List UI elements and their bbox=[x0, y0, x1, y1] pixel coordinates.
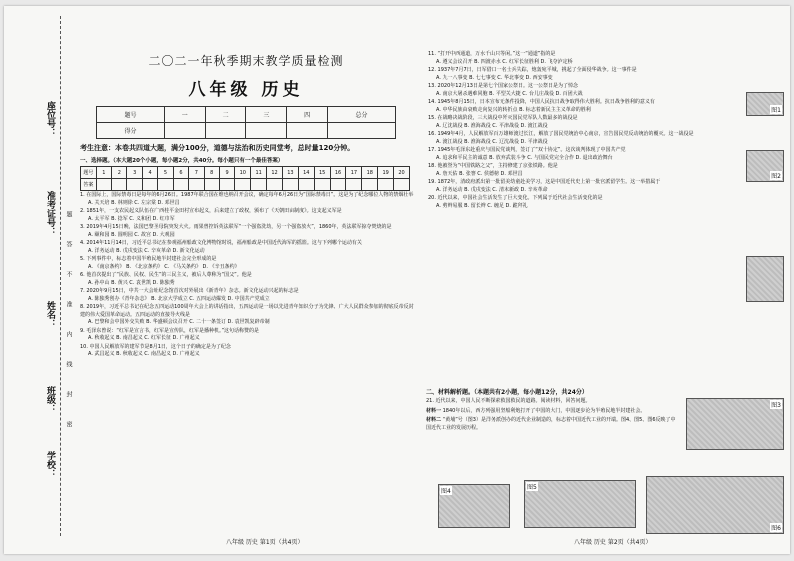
question-21: 21. 近代以来，中国人民不断探索救国救民的道路。阅读材料，回答问题。 bbox=[426, 398, 591, 404]
seal-mark: 答 bbox=[65, 241, 72, 247]
figure-image bbox=[746, 256, 784, 302]
score-cell: 题号 bbox=[97, 107, 165, 123]
subject-title: 八年级 历史 bbox=[188, 80, 304, 100]
question-options: A. 中华民族由衰败走向复兴的转折点 B. 标志着新民主主义革命的胜利 bbox=[436, 106, 591, 113]
question-options: A. 《南京条约》 B. 《北京条约》 C. 《马关条约》 D. 《辛丑条约》 bbox=[88, 263, 240, 270]
question-item: 2. 1851年，一支农民起义队伍在广西桂平金田村宣布起义，后来建立了政权，颁布了《天朝田亩制度》。这支起义军是 bbox=[80, 208, 342, 214]
figure-image bbox=[646, 476, 784, 534]
answer-header-cell: 16 bbox=[330, 167, 346, 179]
answer-header-cell: 2 bbox=[112, 167, 127, 179]
question-item: 14. 1945年8月15日，日本宣布无条件投降，中国人民抗日战争取得伟大胜利。抗日战争胜利的意义有 bbox=[428, 99, 655, 105]
answer-cell[interactable] bbox=[346, 179, 362, 191]
score-cell[interactable] bbox=[328, 123, 396, 139]
answer-label: 答案 bbox=[81, 179, 97, 191]
question-item: 1. 在国际上，国际禁毒日是每年的6月26日。1987年联合国在维也纳召开会议，确定每年6月26日为“国际禁毒日”。这是为了纪念哪位人物的禁烟壮举 bbox=[80, 192, 414, 198]
question-options: A. 南京大屠杀遇难同胞 B. 平型关大捷 C. 台儿庄战役 D. 百团大战 bbox=[436, 90, 583, 97]
page-footer: 八年级 历史 第1页（共4页） bbox=[226, 539, 304, 546]
answer-cell[interactable] bbox=[314, 179, 330, 191]
answer-header-cell: 12 bbox=[267, 167, 283, 179]
question-item: 8. 2019年，习近平总书记在纪念五四运动100周年大会上的讲话指出，五四运动是一场以先进青年知识分子为先锋、广大人民群众参加的彻底反帝反封建的伟大爱国革命运动。五四运动的直接导火线是 bbox=[80, 304, 414, 318]
answer-cell[interactable] bbox=[204, 179, 219, 191]
seal-mark: 封 bbox=[65, 391, 72, 397]
answer-header-cell: 10 bbox=[235, 167, 251, 179]
question-item: 15. 在战略决战阶段，三大战役中歼灭国民党军队人数最多的战役是 bbox=[428, 115, 578, 121]
score-cell[interactable] bbox=[164, 123, 205, 139]
score-cell[interactable] bbox=[205, 123, 246, 139]
exam-sheet bbox=[4, 6, 790, 554]
seal-mark: 线 bbox=[65, 361, 72, 367]
figure-label: 图6 bbox=[771, 525, 781, 532]
score-cell: 四 bbox=[287, 107, 328, 123]
answer-header-cell: 3 bbox=[127, 167, 142, 179]
figure-label: 图2 bbox=[771, 173, 781, 180]
question-item: 13. 2020年12月13日是第七个国家公祭日。这一公祭日是为了悼念 bbox=[428, 83, 578, 89]
question-options: A. 洋务运动 B. 戊戌变法 C. 辛亥革命 D. 新文化运动 bbox=[88, 247, 205, 254]
figure-label: 图1 bbox=[771, 107, 781, 114]
answer-header-cell: 4 bbox=[142, 167, 157, 179]
answer-header-cell: 题号 bbox=[81, 167, 97, 179]
figure-image bbox=[524, 480, 636, 528]
seal-mark: 准 bbox=[65, 301, 72, 307]
answer-table bbox=[80, 166, 410, 191]
question-item: 17. 1945年毛泽东赴重庆与国民党谈判，签订了“双十协定”。这次谈判体现了中国共产党 bbox=[428, 147, 626, 153]
answer-cell[interactable] bbox=[142, 179, 157, 191]
section-1-title: 一、选择题。（本大题20个小题，每小题2分，共40分。每小题只有一个最佳答案） bbox=[80, 158, 284, 164]
score-cell: 三 bbox=[246, 107, 287, 123]
figure-image bbox=[686, 398, 784, 450]
question-options: A. 颐和园 B. 圆明园 C. 故宫 D. 大观园 bbox=[88, 231, 175, 238]
question-options: A. 遵义会议召开 B. 四渡赤水 C. 红军长征胜利 D. 飞夺泸定桥 bbox=[436, 58, 573, 65]
class-label: 班级： bbox=[45, 386, 55, 413]
figure-label: 图5 bbox=[527, 484, 537, 491]
seal-mark: 题 bbox=[65, 211, 72, 217]
question-options: A. 詹天佑 B. 张謇 C. 侯德榜 D. 邓世昌 bbox=[436, 170, 523, 177]
answer-cell[interactable] bbox=[96, 179, 111, 191]
answer-cell[interactable] bbox=[267, 179, 283, 191]
question-item: 18. 他被誉为“中国铁路之父”，主持修建了京张铁路。他是 bbox=[428, 163, 558, 169]
answer-header-cell: 19 bbox=[378, 167, 394, 179]
question-options: A. 辽沈战役 B. 淮海战役 C. 平津战役 D. 渡江战役 bbox=[436, 122, 548, 129]
figure-label: 图3 bbox=[771, 402, 781, 409]
score-cell: 二 bbox=[205, 107, 246, 123]
score-cell: 总分 bbox=[328, 107, 396, 123]
answer-cell[interactable] bbox=[219, 179, 234, 191]
answer-cell[interactable] bbox=[189, 179, 204, 191]
answer-header-cell: 7 bbox=[189, 167, 204, 179]
question-item: 19. 1872年，清政府派出第一批留美幼童赴美学习，这是中国近代史上第一批官派留学生。这一举措属于 bbox=[428, 179, 661, 185]
answer-header-cell: 20 bbox=[394, 167, 410, 179]
answer-header-cell: 11 bbox=[251, 167, 267, 179]
answer-header-cell: 18 bbox=[362, 167, 378, 179]
page-2 bbox=[424, 6, 786, 554]
answer-cell[interactable] bbox=[173, 179, 188, 191]
answer-cell[interactable] bbox=[394, 179, 410, 191]
question-options: A. 陈独秀创办《青年杂志》 B. 北京大学成立 C. 五四运动爆发 D. 中国共产党成立 bbox=[88, 295, 270, 302]
section-2-title: 二、材料解析题。（本题共有2小题，每小题12分，共24分） bbox=[426, 389, 588, 396]
question-item: 4. 2014年11月14日，习近平总书记在参观福州船政文化博物馆时说，福州船政是中国近代海军的摇篮。这与下列哪个运动有关 bbox=[80, 240, 362, 246]
exam-notice: 考生注意：本卷共四道大题，满分100分，道德与法治和历史同堂考，总时量120分钟。 bbox=[80, 144, 355, 152]
question-item: 9. 毛泽东曾说：“红军是宣言书，红军是宣传队，红军是播种机。”这句话称赞的是 bbox=[80, 327, 260, 334]
figure-image bbox=[746, 150, 784, 182]
seat-label: 座位号： bbox=[45, 101, 55, 137]
question-options: A. 孙中山 B. 黄兴 C. 袁世凯 D. 陈独秀 bbox=[88, 279, 175, 286]
answer-header-cell: 8 bbox=[204, 167, 219, 179]
answer-header-cell: 17 bbox=[346, 167, 362, 179]
answer-header-cell: 5 bbox=[158, 167, 173, 179]
seal-mark: 内 bbox=[65, 331, 72, 337]
question-options: A. 剪辫易服 B. 留长辫 C. 缠足 D. 跪拜礼 bbox=[436, 202, 528, 209]
page-1 bbox=[76, 6, 416, 554]
answer-header-cell: 1 bbox=[96, 167, 111, 179]
answer-cell[interactable] bbox=[251, 179, 267, 191]
answer-cell[interactable] bbox=[235, 179, 251, 191]
answer-cell[interactable] bbox=[362, 179, 378, 191]
figure-image bbox=[438, 484, 510, 528]
question-item: 3. 2019年4月15日晚，法国巴黎圣母院突发大火。雨果曾控诉英法联军“一个强盗洗劫，另一个强盗放火”，1860年，英法联军掠夺焚烧的是 bbox=[80, 224, 392, 230]
question-options: A. 秋收起义 B. 南昌起义 C. 红军长征 D. 广州起义 bbox=[88, 335, 200, 341]
seal-line bbox=[60, 16, 61, 536]
question-item: 12. 1937年7月7日，日军借口一名士兵失踪，炮轰宛平城，挑起了全面侵华战争。这一事件是 bbox=[428, 67, 637, 73]
answer-cell[interactable] bbox=[112, 179, 127, 191]
question-item: 7. 2020年9月15日，中共一大会址纪念馆首次对外展出《新青年》杂志。新文化运动兴起的标志是 bbox=[80, 288, 299, 294]
score-table bbox=[96, 106, 396, 139]
figure-image bbox=[746, 92, 784, 116]
question-item: 16. 1949年4月，人民解放军百万雄师渡过长江，解放了国民党统治中心南京，宣告国民党反动统治的覆灭。这一战役是 bbox=[428, 131, 694, 137]
figure-label: 图4 bbox=[441, 488, 451, 495]
question-options: A. 太平军 B. 捻军 C. 义和团 D. 红巾军 bbox=[88, 215, 175, 222]
seal-mark: 密 bbox=[65, 421, 72, 427]
score-cell[interactable] bbox=[246, 123, 287, 139]
question-item: 10. 中国人民解放军的建军节是8月1日，这个日子的确定是为了纪念 bbox=[80, 343, 231, 350]
material-1-label: 材料一 bbox=[426, 407, 442, 414]
question-options: A. 武昌起义 B. 秋收起义 C. 南昌起义 D. 广州起义 bbox=[88, 351, 200, 357]
answer-cell[interactable] bbox=[298, 179, 314, 191]
exam-title: 二〇二一年秋季期末教学质量检测 bbox=[148, 54, 344, 68]
answer-header-cell: 14 bbox=[298, 167, 314, 179]
question-options: A. 九一八事变 B. 七七事变 C. 华北事变 D. 西安事变 bbox=[436, 74, 553, 81]
question-list bbox=[424, 6, 786, 210]
question-item: 5. 下列事件中，标志着中国半殖民地半封建社会完全形成的是 bbox=[80, 256, 217, 262]
question-options: A. 关天培 B. 林则徐 C. 左宗棠 D. 邓世昌 bbox=[88, 199, 180, 206]
question-item: 20. 近代以来，中国社会生活发生了巨大变化。下列属于近代社会生活变化的是 bbox=[428, 195, 603, 201]
material-2-label: 材料二 bbox=[426, 417, 442, 423]
school-label: 学校： bbox=[45, 451, 55, 478]
score-cell: 一 bbox=[164, 107, 205, 123]
material-2-text: “黄埔”号（图3）是洋务派创办的近代企业制造的，标志着中国近代工业的开端。图4、图5、图6反映了中国近代工业的发展历程。 bbox=[426, 417, 676, 431]
question-item: 11. “打开中西通道，万水千山只等闲。”这一“通道”指的是 bbox=[428, 51, 556, 57]
name-label: 姓名： bbox=[45, 301, 55, 328]
answer-cell[interactable] bbox=[127, 179, 142, 191]
score-cell[interactable] bbox=[287, 123, 328, 139]
answer-cell[interactable] bbox=[158, 179, 173, 191]
answer-cell[interactable] bbox=[378, 179, 394, 191]
binding-margin bbox=[4, 6, 74, 554]
question-options: A. 洋务运动 B. 戊戌变法 C. 清末新政 D. 辛亥革命 bbox=[436, 186, 548, 193]
score-cell: 得分 bbox=[97, 123, 165, 139]
answer-header-cell: 6 bbox=[173, 167, 188, 179]
question-options: A. 巴黎和会中国外交失败 B. 华盛顿会议召开 C. 二十一条签订 D. 袁世凯复辟帝制 bbox=[88, 319, 270, 325]
answer-cell[interactable] bbox=[330, 179, 346, 191]
answer-cell[interactable] bbox=[282, 179, 298, 191]
answer-header-cell: 13 bbox=[282, 167, 298, 179]
answer-header-cell: 15 bbox=[314, 167, 330, 179]
seal-mark: 不 bbox=[65, 271, 72, 277]
question-item: 6. 他首次提出了“民族、民权、民生”的三民主义，被后人尊称为“国父”。他是 bbox=[80, 272, 252, 278]
exam-no-label: 准考证号： bbox=[45, 191, 55, 236]
material-1-text: 1840年以后，西方列强用坚船利炮打开了中国的大门，中国逐步沦为半殖民地半封建社会。 bbox=[442, 407, 646, 414]
question-list bbox=[76, 192, 416, 359]
question-options: A. 追求和平民主的诚意 B. 放弃武装斗争 C. 与国民党完全合作 D. 退出政治舞台 bbox=[436, 154, 613, 161]
answer-header-cell: 9 bbox=[219, 167, 234, 179]
page-footer: 八年级 历史 第2页（共4页） bbox=[574, 539, 652, 546]
question-options: A. 渡江战役 B. 淮海战役 C. 辽沈战役 D. 平津战役 bbox=[436, 138, 548, 145]
